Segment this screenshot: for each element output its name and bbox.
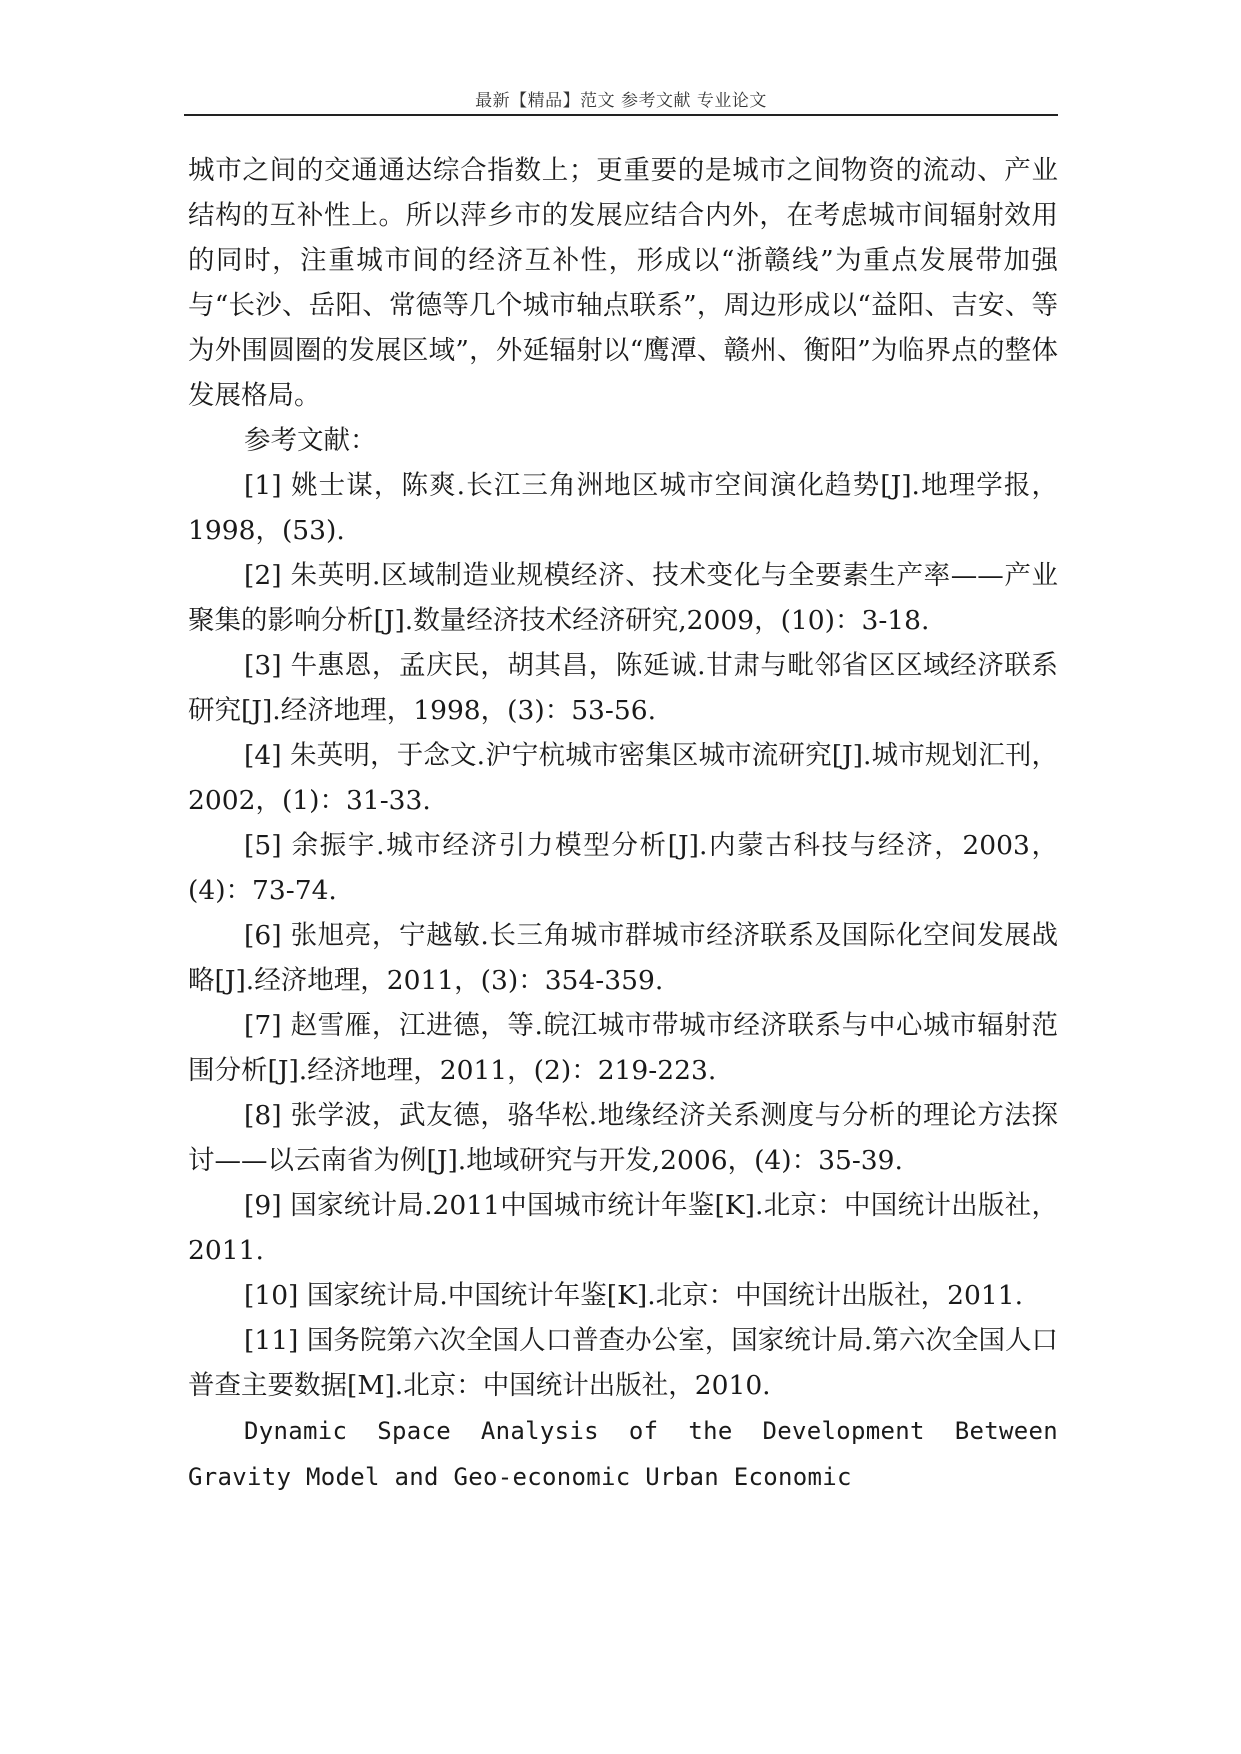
reference-item: [3] 牛惠恩，孟庆民，胡其昌，陈延诚.甘肃与毗邻省区区域经济联系研究[J].经济地理，1998，(3)：53-56. (188, 650, 1058, 726)
page-header: 最新【精品】范文 参考文献 专业论文 (475, 91, 767, 111)
reference-item: [6] 张旭亮，宁越敏.长三角城市群城市经济联系及国际化空间发展战略[J].经济地理，2011，(3)：354-359. (188, 920, 1058, 996)
reference-item: [10] 国家统计局.中国统计年鉴[K].北京：中国统计出版社，2011. (244, 1280, 1024, 1311)
references-heading: 参考文献： (244, 425, 377, 456)
reference-item: [4] 朱英明，于念文.沪宁杭城市密集区城市流研究[J].城市规划汇刊，2002，(1)：31-33. (188, 740, 1058, 816)
english-title: Dynamic Space Analysis of the Development Between Gravity Model and Geo-economic Urban Economic (188, 1417, 1058, 1491)
reference-item: [5] 余振宇.城市经济引力模型分析[J].内蒙古科技与经济，2003，(4)：73-74. (188, 830, 1058, 906)
body-paragraph: 城市之间的交通通达综合指数上；更重要的是城市之间物资的流动、产业结构的互补性上。所以萍乡市的发展应结合内外，在考虑城市间辐射效用的同时，注重城市间的经济互补性，形成以“浙赣线”为重点发展带加强与“长沙、岳阳、常德等几个城市轴点联系”，周边形成以“益阳、吉安、等为外围圆圈的发展区域”，外延辐射以“鹰潭、赣州、衡阳”为临界点的整体发展格局。 (188, 155, 1058, 411)
document-body (188, 148, 1058, 1500)
reference-item: [8] 张学波，武友德，骆华松.地缘经济关系测度与分析的理论方法探讨——以云南省为例[J].地域研究与开发,2006，(4)：35-39. (188, 1100, 1058, 1176)
header-divider (184, 114, 1058, 116)
reference-item: [11] 国务院第六次全国人口普查办公室，国家统计局.第六次全国人口普查主要数据[M].北京：中国统计出版社，2010. (188, 1325, 1058, 1401)
reference-item: [7] 赵雪雁，江进德，等.皖江城市带城市经济联系与中心城市辐射范围分析[J].经济地理，2011，(2)：219-223. (188, 1010, 1058, 1086)
reference-item: [1] 姚士谋，陈爽.长江三角洲地区城市空间演化趋势[J].地理学报，1998，(53). (188, 470, 1058, 546)
reference-item: [2] 朱英明.区域制造业规模经济、技术变化与全要素生产率——产业聚集的影响分析[J].数量经济技术经济研究,2009，(10)：3-18. (188, 560, 1058, 636)
reference-item: [9] 国家统计局.2011中国城市统计年鉴[K].北京：中国统计出版社，2011. (188, 1190, 1058, 1266)
